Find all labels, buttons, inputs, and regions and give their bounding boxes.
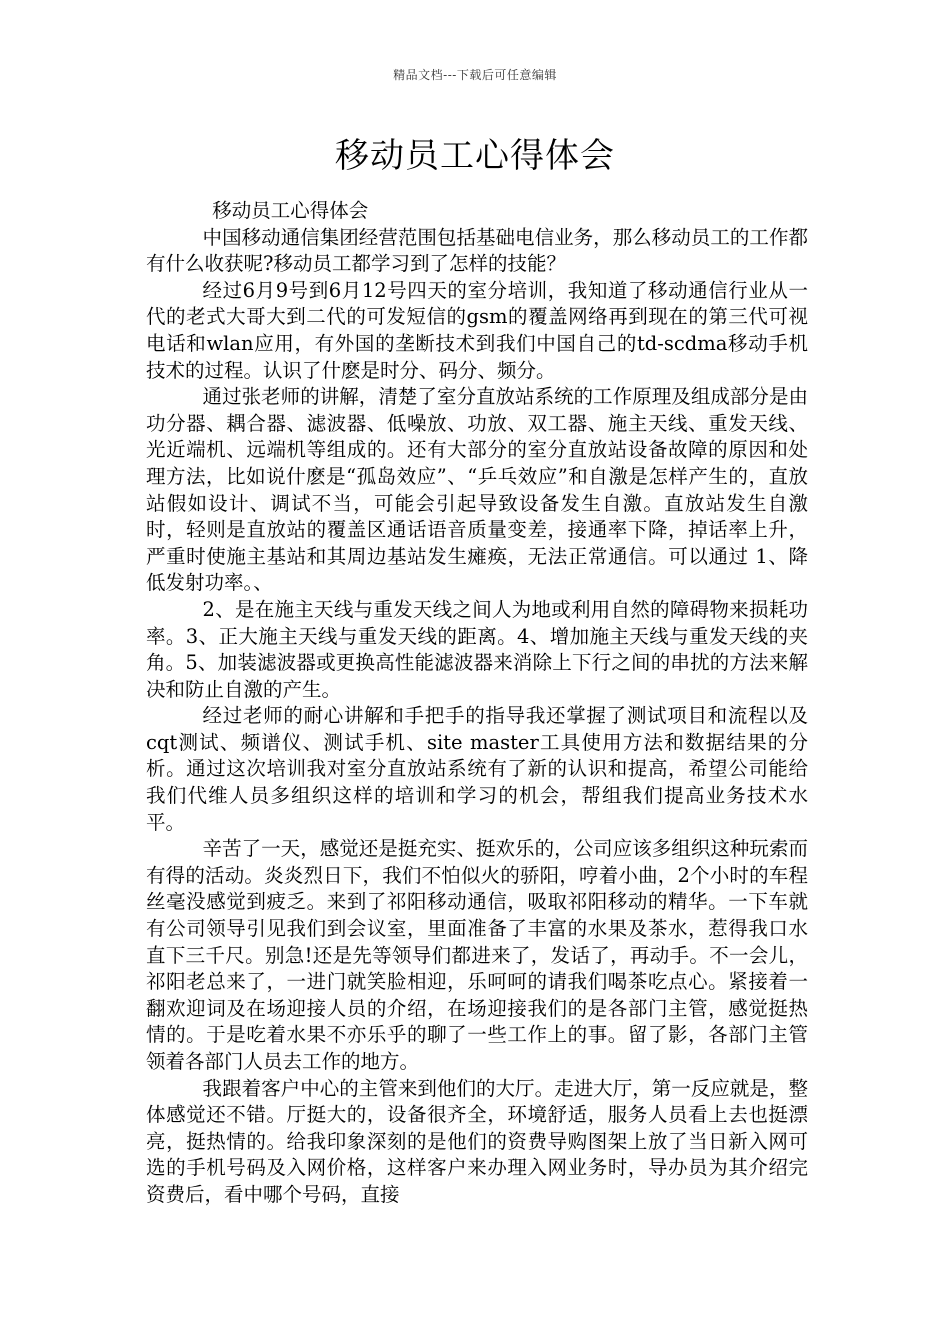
- paragraph: 辛苦了一天，感觉还是挺充实、挺欢乐的，公司应该多组织这种玩索而有得的活动。炎炎烈日下，我们不怕似火的骄阳，哼着小曲，2个小时的车程丝毫没感觉到疲乏。来到了祁阳移动通信，吸取祁阳移动的精华。一下车就有公司领导引见我们到会议室，里面准备了丰富的水果及茶水，惹得我口水直下三千尺。别急!还是先等领导们都进来了，发话了，再动手。不一会儿，祁阳老总来了，一进门就笑脸相迎，乐呵呵的请我们喝茶吃点心。紧接着一翻欢迎词及在场迎接人员的介绍，在场迎接我们的是各部门主管，感觉挺热情的。于是吃着水果不亦乐乎的聊了一些工作上的事。留了影，各部门主管领着各部门人员去工作的地方。: [146, 837, 808, 1073]
- paragraph: 经过老师的耐心讲解和手把手的指导我还掌握了测试项目和流程以及cqt测试、频谱仪、测试手机、site master工具使用方法和数据结果的分析。通过这次培训我对室分直放站系统有了新的认识和提高，希望公司能给我们代维人员多组织这样的培训和学习的机会，帮组我们提高业务技术水平。: [146, 704, 808, 834]
- document-title: 移动员工心得体会: [335, 136, 615, 176]
- document-subtitle: 移动员工心得体会: [212, 199, 369, 222]
- paragraph: 中国移动通信集团经营范围包括基础电信业务，那么移动员工的工作都有什么收获呢?移动员工都学习到了怎样的技能？: [146, 225, 808, 276]
- paragraph: 我跟着客户中心的主管来到他们的大厅。走进大厅，第一反应就是，整体感觉还不错。厅挺大的，设备很齐全，环境舒适，服务人员看上去也挺漂亮，挺热情的。给我印象深刻的是他们的资费导购图架上放了当日新入网可选的手机号码及入网价格，这样客户来办理入网业务时，导办员为其介绍完资费后，看中哪个号码，直接: [146, 1076, 808, 1206]
- paragraph: 经过6月9号到6月12号四天的室分培训，我知道了移动通信行业从一代的老式大哥大到二代的可发短信的gsm的覆盖网络再到现在的第三代可视电话和wlan应用，有外国的垄断技术到我们中国自己的td-scdma移动手机技术的过程。认识了什麽是时分、码分、频分。: [146, 278, 808, 382]
- paragraph: 2、是在施主天线与重发天线之间人为地或利用自然的障碍物来损耗功率。3、正大施主天线与重发天线的距离。4、增加施主天线与重发天线的夹角。5、加装滤波器或更换高性能滤波器来消除上下行之间的串扰的方法来解决和防止自激的产生。: [146, 597, 808, 701]
- document-body: [146, 198, 808, 1209]
- paragraph: 通过张老师的讲解，清楚了室分直放站系统的工作原理及组成部分是由功分器、耦合器、滤波器、低噪放、功放、双工器、施主天线、重发天线、光近端机、远端机等组成的。还有大部分的室分直放站设备故障的原因和处理方法，比如说什麽是“孤岛效应”、“乒乓效应”和自激是怎样产生的，直放站假如设计、调试不当，可能会引起导致设备发生自激。直放站发生自激时，轻则是直放站的覆盖区通话语音质量变差，接通率下降，掉话率上升，严重时使施主基站和其周边基站发生瘫痪，无法正常通信。可以通过 1、降低发射功率。、: [146, 385, 808, 595]
- header-note: 精品文档---下载后可任意编辑: [393, 68, 557, 82]
